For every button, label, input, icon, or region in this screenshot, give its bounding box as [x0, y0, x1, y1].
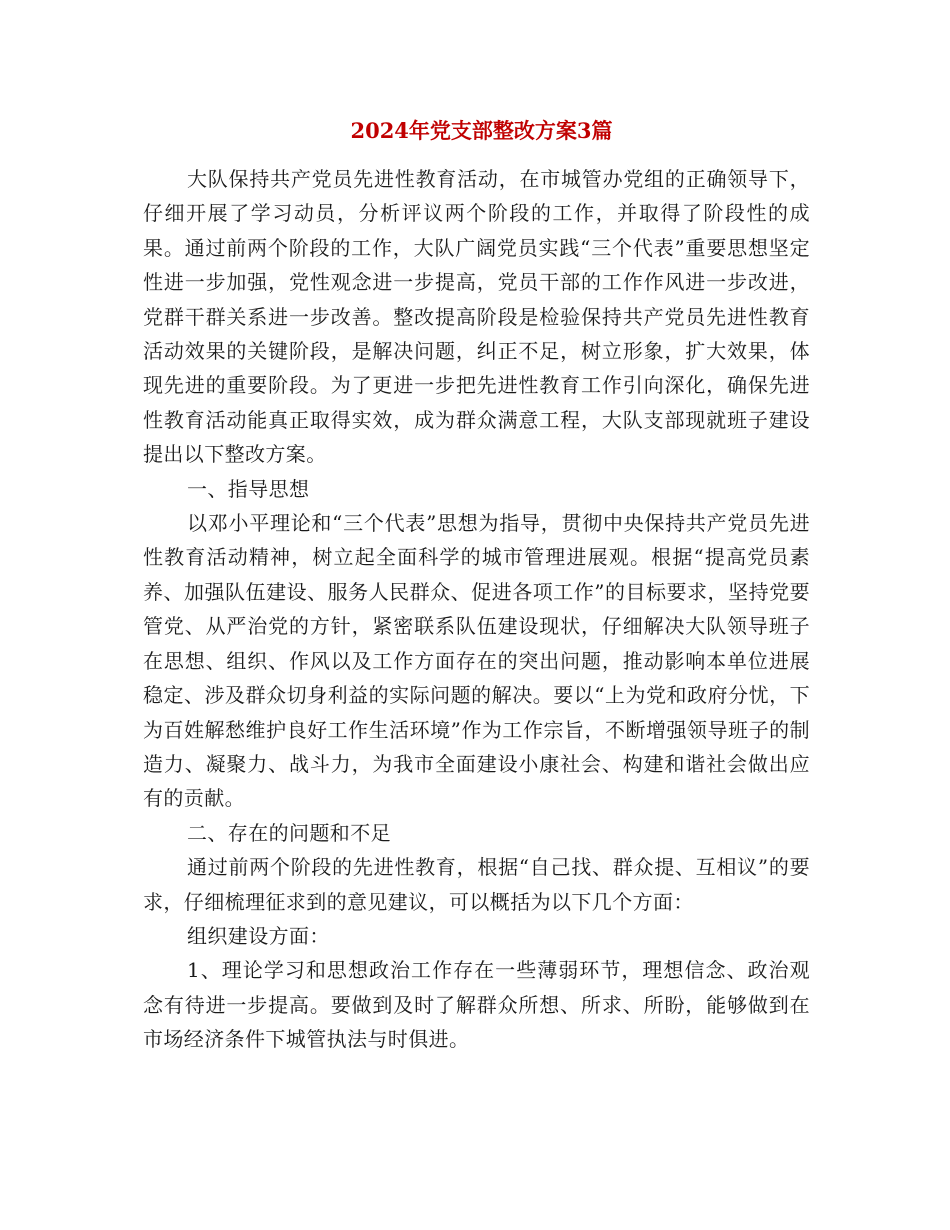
paragraph-item-1: 1、理论学习和思想政治工作存在一些薄弱环节，理想信念、政治观念有待进一步提高。要做到及时了解群众所想、所求、所盼，能够做到在市场经济条件下城管执法与时俱进。 [143, 958, 810, 1052]
document-title: 2024年党支部整改方案3篇 [350, 118, 613, 143]
section-heading-problems: 二、存在的问题和不足 [187, 820, 391, 845]
subheading-organization: 组织建设方面： [187, 923, 330, 948]
paragraph-problems-intro: 通过前两个阶段的先进性教育，根据“自己找、群众提、互相议”的要求，仔细梳理征求到的意见建议，可以概括为以下几个方面： [143, 855, 810, 914]
section-heading-guiding-ideology: 一、指导思想 [187, 476, 310, 501]
paragraph-intro: 大队保持共产党员先进性教育活动，在市城管办党组的正确领导下，仔细开展了学习动员，分析评议两个阶段的工作，并取得了阶段性的成果。通过前两个阶段的工作，大队广阔党员实践“三个代表”重要思想坚定性进一步加强，党性观念进一步提高，党员干部的工作作风进一步改进，党群干群关系进一步改善。整改提高阶段是检验保持共产党员先进性教育活动效果的关键阶段，是解决问题，纠正不足，树立形象，扩大效果，体现先进的重要阶段。为了更进一步把先进性教育工作引向深化，确保先进性教育活动能真正取得实效，成为群众满意工程，大队支部现就班子建设提出以下整改方案。 [143, 167, 810, 467]
paragraph-guiding-ideology: 以邓小平理论和“三个代表”思想为指导，贯彻中央保持共产党员先进性教育活动精神，树立起全面科学的城市管理进展观。根据“提高党员素养、加强队伍建设、服务人民群众、促进各项工作”的目标要求，坚持党要管党、从严治党的方针，紧密联系队伍建设现状，仔细解决大队领导班子在思想、组织、作风以及工作方面存在的突出问题，推动影响本单位进展稳定、涉及群众切身利益的实际问题的解决。要以“上为党和政府分忧，下为百姓解愁维护良好工作生活环境”作为工作宗旨，不断增强领导班子的制造力、凝聚力、战斗力，为我市全面建设小康社会、构建和谐社会做出应有的贡献。 [143, 511, 810, 811]
